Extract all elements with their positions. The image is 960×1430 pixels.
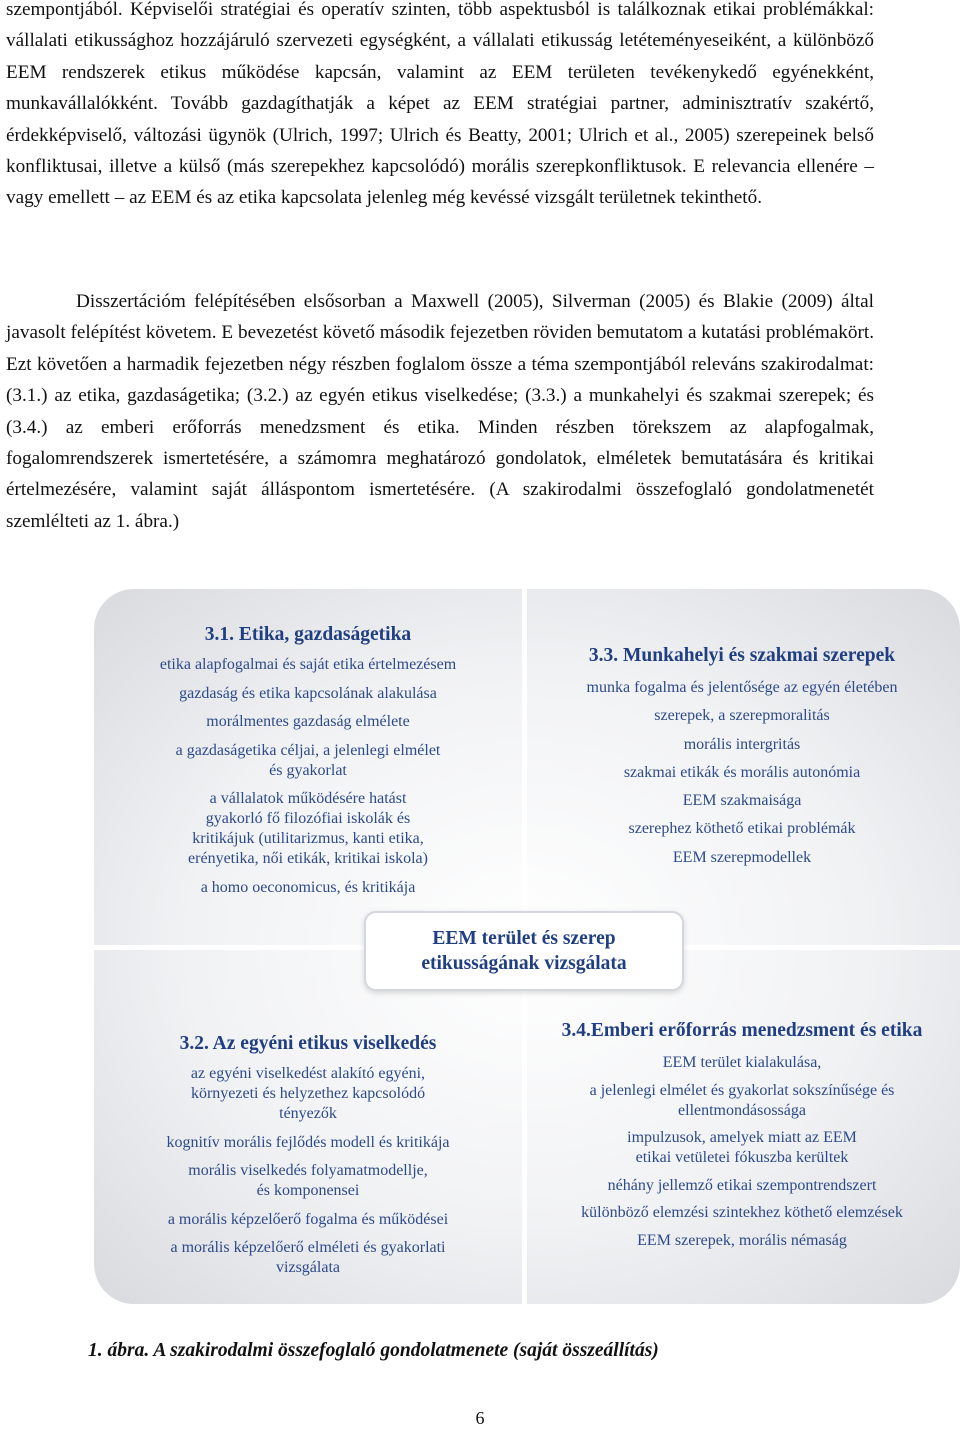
page-number: 6: [475, 1408, 485, 1428]
quadrant-title: 3.2. Az egyéni etikus viselkedés: [179, 1033, 437, 1054]
quadrant-ethics-business-ethics: [94, 623, 522, 906]
quadrant-item: szerepek, a szerepmoralitás: [654, 707, 830, 725]
quadrant-item: szakmai etikák és morális autonómia: [623, 763, 861, 781]
quadrant-item: a gazdaságetika céljai, a jelenlegi elmélet és gyakorlat: [175, 741, 441, 779]
quadrant-item: morális intergritás: [683, 735, 801, 753]
quadrant-item: a morális képzelőerő fogalma és működései: [167, 1210, 449, 1228]
literature-overview-figure: [94, 589, 960, 1304]
quadrant-item: a homo oeconomicus, és kritikája: [200, 878, 416, 896]
quadrant-item: etika alapfogalmai és saját etika értelmezésem: [159, 656, 457, 673]
center-box-line: etikusságának vizsgálata: [421, 953, 627, 974]
quadrant-individual-ethical-behaviour: [94, 1032, 522, 1287]
quadrant-workplace-professional-roles: [532, 644, 952, 876]
quadrant-item: gazdaság és etika kapcsolának alakulása: [179, 684, 437, 702]
paragraph-intro-continuation: szempontjából. Képviselői stratégiai és operatív szinten, több aspektusból is találkoznak etikai problémákkal: vállalati etikussághoz hozzájáruló szervezeti egységként, a vállalati etikusság letéteményeseiként, a különböző EEM rendszerek etikus működése kapcsán, valamint az EEM területen tevékenykedő egyénekként, munkavállalókként. Tovább gazdagíthatják a képet az EEM stratégiai partner, adminisztratív szakértő, érdekképviselő, változási ügynök (Ulrich, 1997; Ulrich és Beatty, 2001; Ulrich et al., 2005) szerepeinek belső konfliktusai, illetve a külső (más szerepekhez kapcsolódó) morális szerepkonfliktusok. E relevancia ellenére – vagy emellett – az EEM és az etika kapcsolata jelenleg még kevéssé vizsgált területnek tekinthető.: [6, 0, 874, 209]
quadrant-item: morálmentes gazdaság elmélete: [206, 713, 410, 730]
quadrant-item: a jelenlegi elmélet és gyakorlat sokszínűsége és ellentmondásossága: [589, 1081, 895, 1119]
quadrant-item: a vállalatok működésére hatást gyakorló fő filozófiai iskolák és kritikájuk (utilitarizmus, kanti etika, erényetika, női etikák, kritikai iskola): [188, 790, 428, 867]
quadrant-item: kognitív morális fejlődés modell és kritikája: [166, 1133, 450, 1151]
figure-caption: 1. ábra. A szakirodalmi összefoglaló gondolatmenete (saját összeállítás): [88, 1340, 659, 1361]
quadrant-item: EEM szerepek, morális némaság: [637, 1231, 847, 1249]
quadrant-item: EEM szakmaisága: [682, 792, 802, 810]
quadrant-item: szerephez köthető etikai problémák: [628, 820, 856, 838]
quadrant-item: munka fogalma és jelentősége az egyén életében: [586, 679, 898, 696]
quadrant-item: EEM terület kialakulása,: [662, 1054, 822, 1071]
center-box-line: EEM terület és szerep: [432, 928, 616, 949]
quadrant-hrm-and-ethics: [532, 1019, 952, 1258]
quadrant-title: 3.3. Munkahelyi és szakmai szerepek: [588, 645, 896, 666]
quadrant-item: különböző elemzési szintekhez köthető elemzések: [581, 1204, 903, 1221]
figure-center-box: [364, 911, 684, 991]
quadrant-item: morális viselkedés folyamatmodellje, és komponensei: [188, 1162, 428, 1199]
quadrant-item: EEM szerepmodellek: [672, 848, 812, 866]
quadrant-title: 3.4.Emberi erőforrás menedzsment és etika: [561, 1020, 923, 1041]
quadrant-item: néhány jellemző etikai szempontrendszert: [607, 1176, 877, 1194]
quadrant-item: a morális képzelőerő elméleti és gyakorlati vizsgálata: [170, 1239, 446, 1276]
quadrant-item: impulzusok, amelyek miatt az EEM etikai vetületei fókuszba kerültek: [627, 1129, 857, 1166]
quadrant-title: 3.1. Etika, gazdaságetika: [204, 624, 412, 645]
paragraph-dissertation-structure: Disszertációm felépítésében elsősorban a Maxwell (2005), Silverman (2005) és Blakie (2009) által javasolt felépítést követem. E bevezetést követő második fejezetben röviden bemutatom a kutatási problémakört. Ezt követően a harmadik fejezetben négy részben foglalom össze a téma szempontjából releváns szakirodalmat: (3.1.) az etika, gazdaságetika; (3.2.) az egyén etikus viselkedése; (3.3.) a munkahelyi és szakmai szerepek; és (3.4.) az emberi erőforrás menedzsment és etika. Minden részben törekszem az alapfogalmak, fogalomrendszerek ismertetésére, a számomra meghatározó gondolatok, elméletek bemutatására és kritikai értelmezésére, valamint saját álláspontom ismertetésére. (A szakirodalmi összefoglaló gondolatmenetét szemlélteti az 1. ábra.): [6, 291, 874, 532]
quadrant-item: az egyéni viselkedést alakító egyéni, környezeti és helyzethez kapcsolódó tényezők: [190, 1065, 426, 1122]
